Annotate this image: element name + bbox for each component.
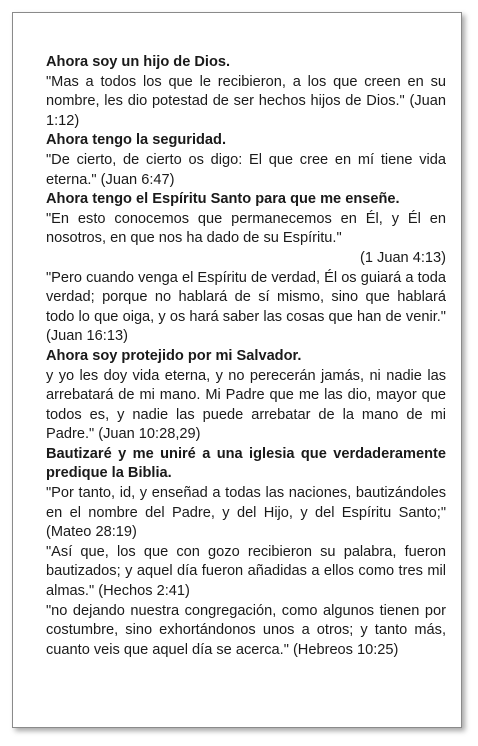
verse-juan-6-47: "De cierto, de cierto os digo: El que cree en mí tiene vida eterna." (Juan 6:47) [46,151,446,188]
heading-hijo-de-dios: Ahora soy un hijo de Dios. [46,54,231,70]
tract-text [46,53,446,660]
heading-espiritu-santo: Ahora tengo el Espíritu Santo para que me enseñe. [46,191,400,208]
heading-protejido: Ahora soy protejido por mi Salvador. [46,347,302,364]
verse-juan-10-28: y yo les doy vida eterna, y no perecerán jamás, ni nadie las arrebatará de mi mano. Mi Padre que me las dio, mayor que todos es, y nadie las puede arrebatar de la mano de mi Padre." (Juan 10:28,29) [46,367,446,443]
tract-card [12,12,462,728]
verse-1-juan-4-13: "En esto conocemos que permanecemos en Él, y Él en nosotros, en que nos ha dado de su Espíritu." [46,210,446,247]
reference-1-juan-4-13: (1 Juan 4:13) [360,249,446,266]
heading-bautizare: Bautizaré y me uniré a una iglesia que verdaderamente predique la Biblia. [46,445,446,482]
verse-hechos-2-41: "Así que, los que con gozo recibieron su palabra, fueron bautizados; y aquel día fueron añadidas a ellos como tres mil almas." (Hechos 2:41) [46,543,446,600]
verse-mateo-28-19: "Por tanto, id, y enseñad a todas las naciones, bautizándoles en el nombre del Padre, y del Hijo, y del Espíritu Santo;" (Mateo 28:19) [46,485,446,541]
verse-juan-1-12: "Mas a todos los que le recibieron, a los que creen en su nombre, les dio potestad de ser hechos hijos de Dios." (Juan 1:12) [46,73,446,129]
verse-hebreos-10-25: "no dejando nuestra congregación, como algunos tienen por costumbre, sino exhortándonos unos a otros; y tanto más, cuanto veis que aquel día se acerca." (Hebreos 10:25) [46,602,446,658]
verse-juan-16-13: "Pero cuando venga el Espíritu de verdad, Él os guiará a toda verdad; porque no hablará de sí mismo, sino que hablará todo lo que oiga, y os hará saber las cosas que han de venir." (Juan 16:13) [46,269,446,345]
heading-seguridad: Ahora tengo la seguridad. [46,132,227,149]
